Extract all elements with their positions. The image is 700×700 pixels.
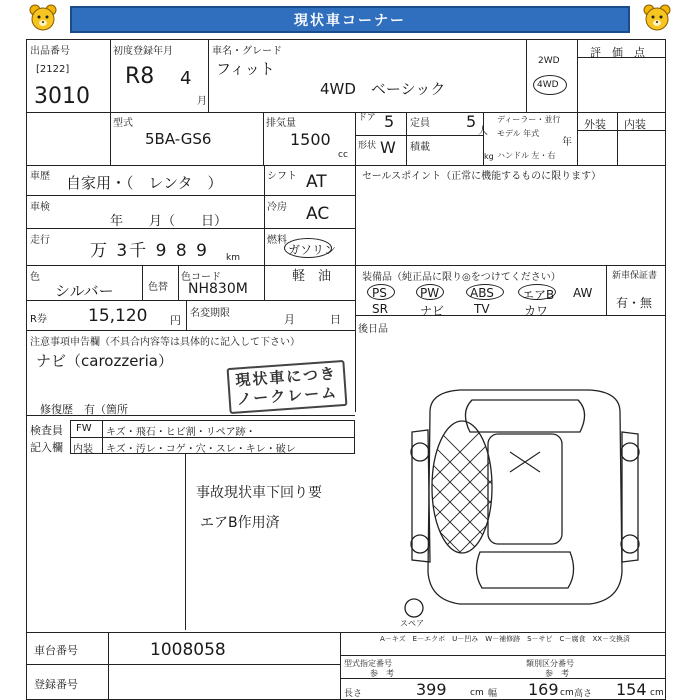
aftermarket-label: 後日品 bbox=[358, 324, 388, 335]
notes-label: 注意事項申告欄（不具合内容等は具体的に記入して下さい） bbox=[30, 337, 300, 348]
lot-small-code: [2122] bbox=[36, 64, 70, 75]
new-car-warranty-label: 新車保証書 bbox=[612, 271, 658, 281]
first-registration-month: 4 bbox=[180, 68, 192, 89]
drive-4wd: 4WD bbox=[537, 80, 559, 90]
equip-aw: AW bbox=[573, 286, 593, 300]
mileage-label: 走行 bbox=[30, 235, 50, 246]
height-value: 154 bbox=[616, 680, 647, 699]
equip-sr: SR bbox=[372, 302, 388, 316]
color-value: シルバー bbox=[55, 282, 114, 300]
month-unit: 月 bbox=[197, 96, 207, 107]
car-grade: 4WD ベーシック bbox=[320, 80, 446, 98]
car-body-diagram bbox=[400, 372, 650, 627]
cc-unit: cc bbox=[338, 150, 348, 160]
color-label: 色 bbox=[30, 272, 40, 283]
width-label: 幅 bbox=[488, 689, 498, 699]
displacement: 1500 bbox=[290, 130, 331, 149]
spare-tire-label: スペア bbox=[400, 619, 424, 628]
height-unit: cm bbox=[650, 688, 664, 698]
width-value: 169 bbox=[528, 680, 559, 699]
body-form-label: 形状 bbox=[358, 141, 377, 151]
handle-label: ハンドル 左・右 bbox=[497, 151, 556, 160]
equipment-label: 装備品（純正品に限り◎をつけてください） bbox=[362, 272, 561, 283]
equip-pw: PW bbox=[420, 286, 440, 300]
notes-value: ナビ（carozzeria） bbox=[36, 352, 173, 370]
banner-title: 現状車コーナー bbox=[70, 6, 630, 33]
damage-legend: A－キズ E－エクボ U－凹み W－補修跡 S－サビ C－腐食 XX－交換済 bbox=[380, 635, 631, 643]
recycle-label: R券 bbox=[30, 314, 47, 325]
drive-2wd: 2WD bbox=[538, 56, 560, 66]
inspector-label: 検査員 bbox=[30, 424, 63, 437]
displacement-label: 排気量 bbox=[266, 118, 296, 129]
color-change-label: 色替 bbox=[148, 282, 168, 293]
registration-number-label: 登録番号 bbox=[34, 678, 78, 691]
usage-label: 車歴 bbox=[30, 171, 50, 182]
vehicle-number: 1008058 bbox=[150, 640, 226, 660]
km-unit: km bbox=[226, 253, 240, 263]
sales-point-label: セールスポイント（正常に機能するものに限ります） bbox=[362, 171, 602, 182]
length-unit: cm bbox=[470, 688, 484, 698]
mascot-bear-icon-right bbox=[642, 4, 672, 32]
name-change-month: 月 bbox=[284, 313, 295, 326]
car-name-label: 車名・グレード bbox=[212, 46, 282, 57]
length-label: 長さ bbox=[344, 689, 363, 699]
color-code-label: 色コード bbox=[181, 272, 221, 283]
name-change-label: 名変期限 bbox=[190, 308, 230, 319]
equip-abs: ABS bbox=[470, 286, 494, 300]
entry-label: 記入欄 bbox=[30, 441, 63, 454]
dealer-label: ディーラー・並行 bbox=[497, 115, 561, 124]
year-unit: 年 bbox=[562, 137, 572, 148]
stamp-line-1: 現状車につき bbox=[234, 364, 338, 390]
fuel-label: 燃料 bbox=[267, 235, 287, 246]
first-registration-era: R8 bbox=[125, 64, 155, 89]
exterior-label: 外装 bbox=[584, 118, 606, 131]
kg-unit: kg bbox=[484, 152, 494, 161]
width-unit: cm bbox=[560, 688, 574, 698]
name-change-day: 日 bbox=[330, 313, 341, 326]
handwritten-note-2: エアB作用済 bbox=[200, 515, 280, 531]
class-number-label: 類別区分番号 bbox=[526, 659, 574, 668]
recycle-value: 15,120 bbox=[88, 306, 148, 326]
length-value: 399 bbox=[416, 680, 447, 699]
new-car-warranty-value: 有・無 bbox=[616, 296, 653, 310]
fuel-diesel: 軽 油 bbox=[292, 269, 332, 284]
inspection-value: 年 月（ 日） bbox=[110, 214, 228, 229]
vehicle-number-label: 車台番号 bbox=[34, 644, 78, 657]
type-cert-label: 型式指定番号 bbox=[344, 659, 392, 668]
person-unit: 人 bbox=[478, 126, 488, 137]
equip-airbag: エアB bbox=[522, 288, 555, 302]
equip-navi: ナビ bbox=[420, 304, 445, 318]
capacity-value: 5 bbox=[466, 112, 477, 131]
doors-value: 5 bbox=[384, 112, 395, 131]
shift-label: シフト bbox=[267, 171, 297, 182]
fw-items: キズ・飛石・ヒビ割・リペア跡・ bbox=[106, 427, 256, 438]
shift-value: AT bbox=[306, 172, 327, 192]
interior-label: 内装 bbox=[624, 118, 646, 131]
no-claim-stamp bbox=[227, 360, 348, 414]
body-form-value: W bbox=[380, 138, 396, 157]
lot-number: 3010 bbox=[34, 84, 90, 109]
color-code-value: NH830M bbox=[188, 281, 248, 297]
yen-unit: 円 bbox=[170, 314, 181, 327]
equip-ps: PS bbox=[372, 286, 387, 300]
fw-label: FW bbox=[76, 423, 92, 434]
inspection-label: 車検 bbox=[30, 202, 50, 213]
usage-value: 自家用・（ レンタ ） bbox=[66, 174, 223, 192]
reference-label-1: 参 考 bbox=[370, 669, 394, 678]
handwritten-note-1: 事故現状車下回り要 bbox=[196, 485, 322, 501]
fuel-gasoline: ガソリン bbox=[288, 243, 337, 257]
reference-label-2: 参 考 bbox=[545, 669, 569, 678]
stamp-line-2: ノークレーム bbox=[236, 383, 339, 409]
first-registration-label: 初度登録年月 bbox=[113, 46, 173, 57]
mileage-value: 万 3千 9 8 9 bbox=[90, 241, 209, 261]
interior-items: キズ・汚レ・コゲ・穴・スレ・キレ・破レ bbox=[106, 444, 296, 455]
interior-short-label: 内装 bbox=[73, 444, 93, 455]
equip-tv: TV bbox=[474, 302, 490, 316]
car-name: フィット bbox=[216, 60, 275, 78]
doors-label: ドア bbox=[358, 113, 376, 123]
model-code: 5BA-GS6 bbox=[145, 130, 212, 148]
capacity-label: 定員 bbox=[410, 118, 430, 129]
repair-history-label: 修復歴 有（箇所 bbox=[40, 403, 128, 416]
mascot-bear-icon-left bbox=[28, 4, 58, 32]
equip-leather: カワ bbox=[524, 304, 549, 318]
height-label: 高さ bbox=[574, 689, 593, 699]
lot-number-label: 出品番号 bbox=[30, 46, 70, 57]
model-label: 型式 bbox=[113, 118, 133, 129]
load-label: 積載 bbox=[410, 142, 430, 153]
rating-label: 評 価 点 bbox=[590, 46, 645, 59]
ac-value: AC bbox=[306, 204, 330, 224]
model-year-label: モデル 年式 bbox=[497, 129, 540, 138]
ac-label: 冷房 bbox=[267, 202, 287, 213]
